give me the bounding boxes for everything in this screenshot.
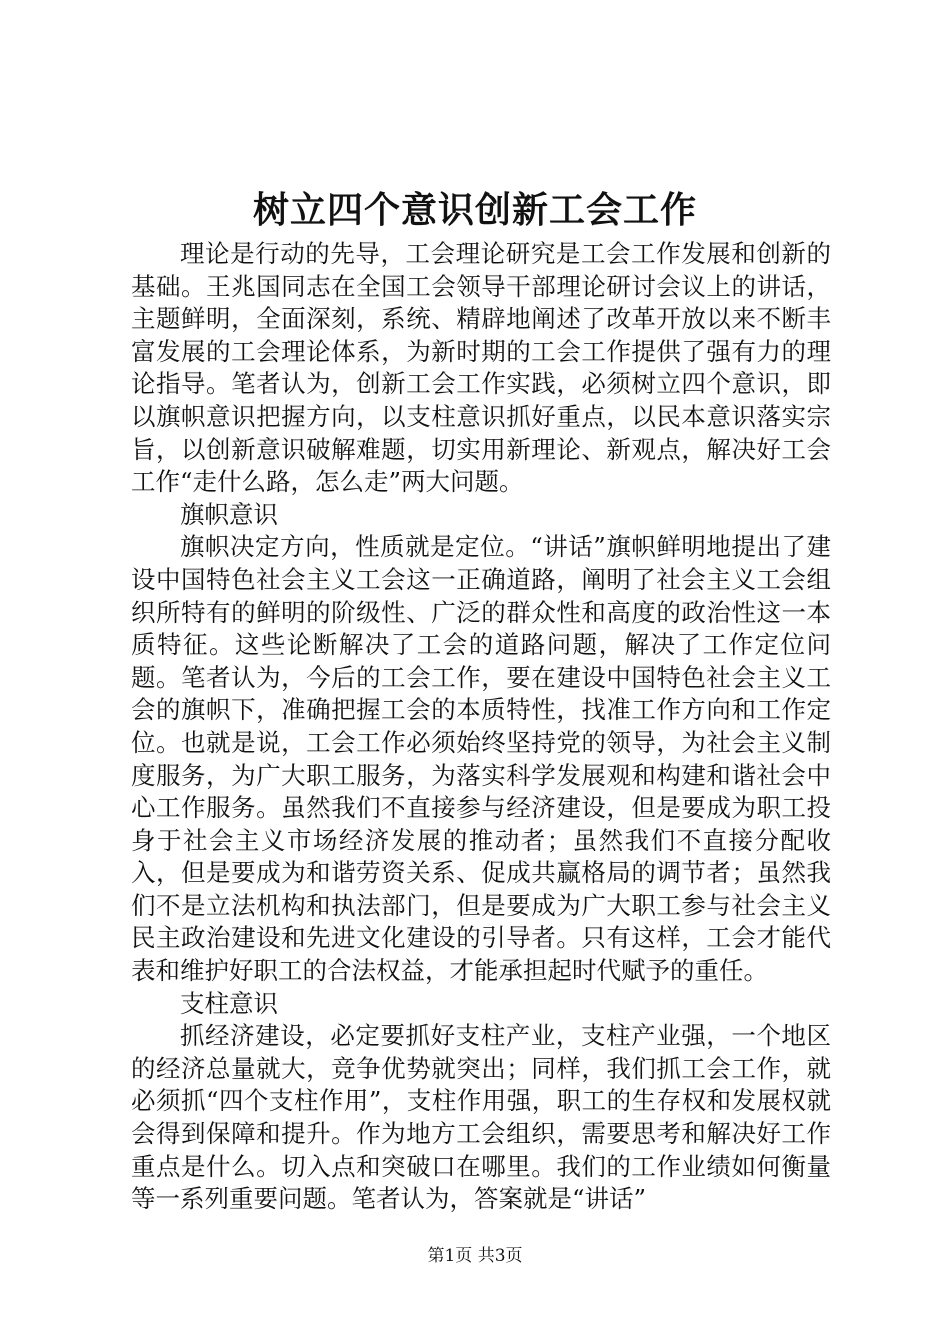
section-heading-banner: 旗帜意识 (180, 499, 278, 529)
page-footer: 第1页 共3页 (427, 1246, 523, 1266)
pillar-paragraph: 抓经济建设，必定要抓好支柱产业，支柱产业强，一个地区的经济总量就大，竞争优势就突出；同样，我们抓工会工作，就必须抓“四个支柱作用”，支柱作用强，职工的生存权和发展权就会得到保障和提升。作为地方工会组织，需要思考和解决好工作重点是什么。切入点和突破口在哪里。我们的工作业绩如何衡量等一系列重要问题。笔者认为，答案就是“讲话” (131, 1021, 831, 1214)
banner-paragraph: 旗帜决定方向，性质就是定位。“讲话”旗帜鲜明地提出了建设中国特色社会主义工会这一正确道路，阐明了社会主义工会组织所特有的鲜明的阶级性、广泛的群众性和高度的政治性这一本质特征。这些论断解决了工会的道路问题，解决了工作定位问题。笔者认为，今后的工会工作，要在建设中国特色社会主义工会的旗帜下，准确把握工会的本质特性，找准工作方向和工作定位。也就是说，工会工作必须始终坚持党的领导，为社会主义制度服务，为广大职工服务，为落实科学发展观和构建和谐社会中心工作服务。虽然我们不直接参与经济建设，但是要成为职工投身于社会主义市场经济发展的推动者；虽然我们不直接分配收入，但是要成为和谐劳资关系、促成共赢格局的调节者；虽然我们不是立法机构和执法部门，但是要成为广大职工参与社会主义民主政治建设和先进文化建设的引导者。只有这样，工会才能代表和维护好职工的合法权益，才能承担起时代赋予的重任。 (131, 532, 831, 986)
intro-paragraph: 理论是行动的先导，工会理论研究是工会工作发展和创新的基础。王兆国同志在全国工会领导干部理论研讨会议上的讲话，主题鲜明，全面深刻，系统、精辟地阐述了改革开放以来不断丰富发展的工会理论体系，为新时期的工会工作提供了强有力的理论指导。笔者认为，创新工会工作实践，必须树立四个意识，即以旗帜意识把握方向，以支柱意识抓好重点，以民本意识落实宗旨，以创新意识破解难题，切实用新理论、新观点，解决好工会工作“走什么路，怎么走”两大问题。 (131, 239, 831, 497)
document-body (131, 238, 831, 1216)
section-heading-pillar: 支柱意识 (180, 988, 278, 1018)
document-title: 树立四个意识创新工会工作 (252, 189, 697, 231)
